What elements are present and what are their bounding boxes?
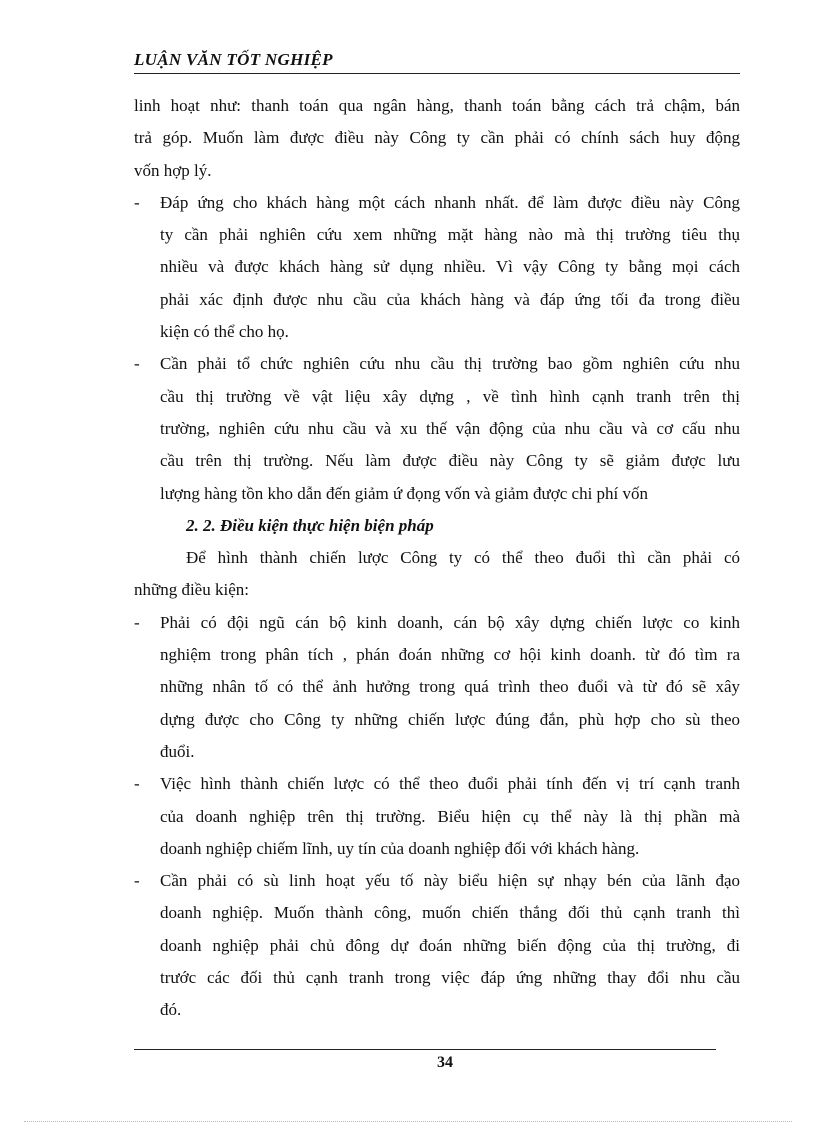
text-line: dựng được cho Công ty những chiến lược đúng đắn, phù hợp cho sù theo xyxy=(160,709,740,729)
bullet-item xyxy=(134,348,740,509)
text-line: nhiều và được khách hàng sử dụng nhiều. Vì vậy Công ty bằng mọi cách xyxy=(160,257,740,277)
text-line: phải xác định được nhu cầu của khách hàng và đáp ứng tối đa trong điều xyxy=(160,289,740,309)
text-line: Đáp ứng cho khách hàng một cách nhanh nhất. để làm được điều này Công xyxy=(160,192,740,212)
text-line: cầu trên thị trường. Nếu làm được điều này Công ty sẽ giảm được lưu xyxy=(160,451,740,471)
text-line: Phải có đội ngũ cán bộ kinh doanh, cán bộ xây dựng chiến lược co kinh xyxy=(160,612,740,632)
text-line: những nhân tố có thể ảnh hưởng trong quá trình theo đuổi và từ đó sẽ xây xyxy=(160,677,740,697)
text-line: lượng hàng tồn kho dẫn đến giảm ứ đọng vốn và giảm được chi phí vốn xyxy=(160,483,649,503)
bullet-dash: - xyxy=(134,774,140,794)
footer-rule xyxy=(134,1049,716,1050)
text-line: cầu thị trường về vật liệu xây dựng , về tình hình cạnh tranh trên thị xyxy=(160,386,740,406)
bullet-item xyxy=(134,865,740,1026)
text-line: đó. xyxy=(160,1000,182,1020)
text-line: trả góp. Muốn làm được điều này Công ty cần phải có chính sách huy động xyxy=(134,128,740,148)
header-title: LUẬN VĂN TỐT NGHIỆP xyxy=(134,50,333,69)
bullet-dash: - xyxy=(134,871,140,891)
text-line: doanh nghiệp chiếm lĩnh, uy tín của doanh nghiệp đối với khách hàng. xyxy=(160,838,640,858)
bullet-dash: - xyxy=(134,192,140,212)
text-line: kiện có thể cho họ. xyxy=(160,322,289,342)
page-edge-divider xyxy=(24,1121,792,1122)
bullet-item xyxy=(134,607,740,768)
text-line: trường, nghiên cứu nhu cầu và xu thế vận động của nhu cầu và cơ cấu nhu xyxy=(160,418,740,438)
page-body xyxy=(134,90,740,1027)
text-line: nghiệm trong phân tích , phán đoán những cơ hội kinh doanh. từ đó tìm ra xyxy=(160,645,740,665)
bullet-dash: - xyxy=(134,612,140,632)
section-intro xyxy=(134,542,740,607)
text-line: Việc hình thành chiến lược có thể theo đuổi phải tính đến vị trí cạnh tranh xyxy=(160,774,740,794)
text-line: trước các đối thủ cạnh tranh trong việc đáp ứng những thay đổi nhu cầu xyxy=(160,968,740,988)
bullet-item xyxy=(134,187,740,348)
text-line: Để hình thành chiến lược Công ty có thể theo đuổi thì cần phải có xyxy=(186,548,740,568)
page-number: 34 xyxy=(437,1054,453,1071)
text-line: ty cần phải nghiên cứu xem những mặt hàng nào mà thị trường tiêu thụ xyxy=(160,225,740,245)
text-line: đuổi. xyxy=(160,741,195,761)
text-line: linh hoạt như: thanh toán qua ngân hàng, thanh toán bằng cách trả chậm, bán xyxy=(134,96,740,115)
text-line: Cần phải tổ chức nghiên cứu nhu cầu thị trường bao gồm nghiên cứu nhu xyxy=(160,354,740,374)
text-line: những điều kiện: xyxy=(134,580,249,600)
text-line: vốn hợp lý. xyxy=(134,160,212,180)
text-line: doanh nghiệp. Muốn thành công, muốn chiến thắng đối thủ cạnh tranh thì xyxy=(160,903,740,923)
text-line: doanh nghiệp phải chủ đông dự đoán những biến động của thị trường, đi xyxy=(160,935,740,955)
paragraph-continuation xyxy=(134,90,740,187)
section-heading: 2. 2. Điều kiện thực hiện biện pháp xyxy=(186,515,434,535)
text-line: của doanh nghiệp trên thị trường. Biểu hiện cụ thể này là thị phần mà xyxy=(160,806,740,826)
running-header xyxy=(134,49,740,74)
text-line: Cần phải có sù linh hoạt yếu tố này biểu hiện sự nhạy bén của lãnh đạo xyxy=(160,871,740,891)
bullet-dash: - xyxy=(134,354,140,374)
bullet-item xyxy=(134,768,740,865)
